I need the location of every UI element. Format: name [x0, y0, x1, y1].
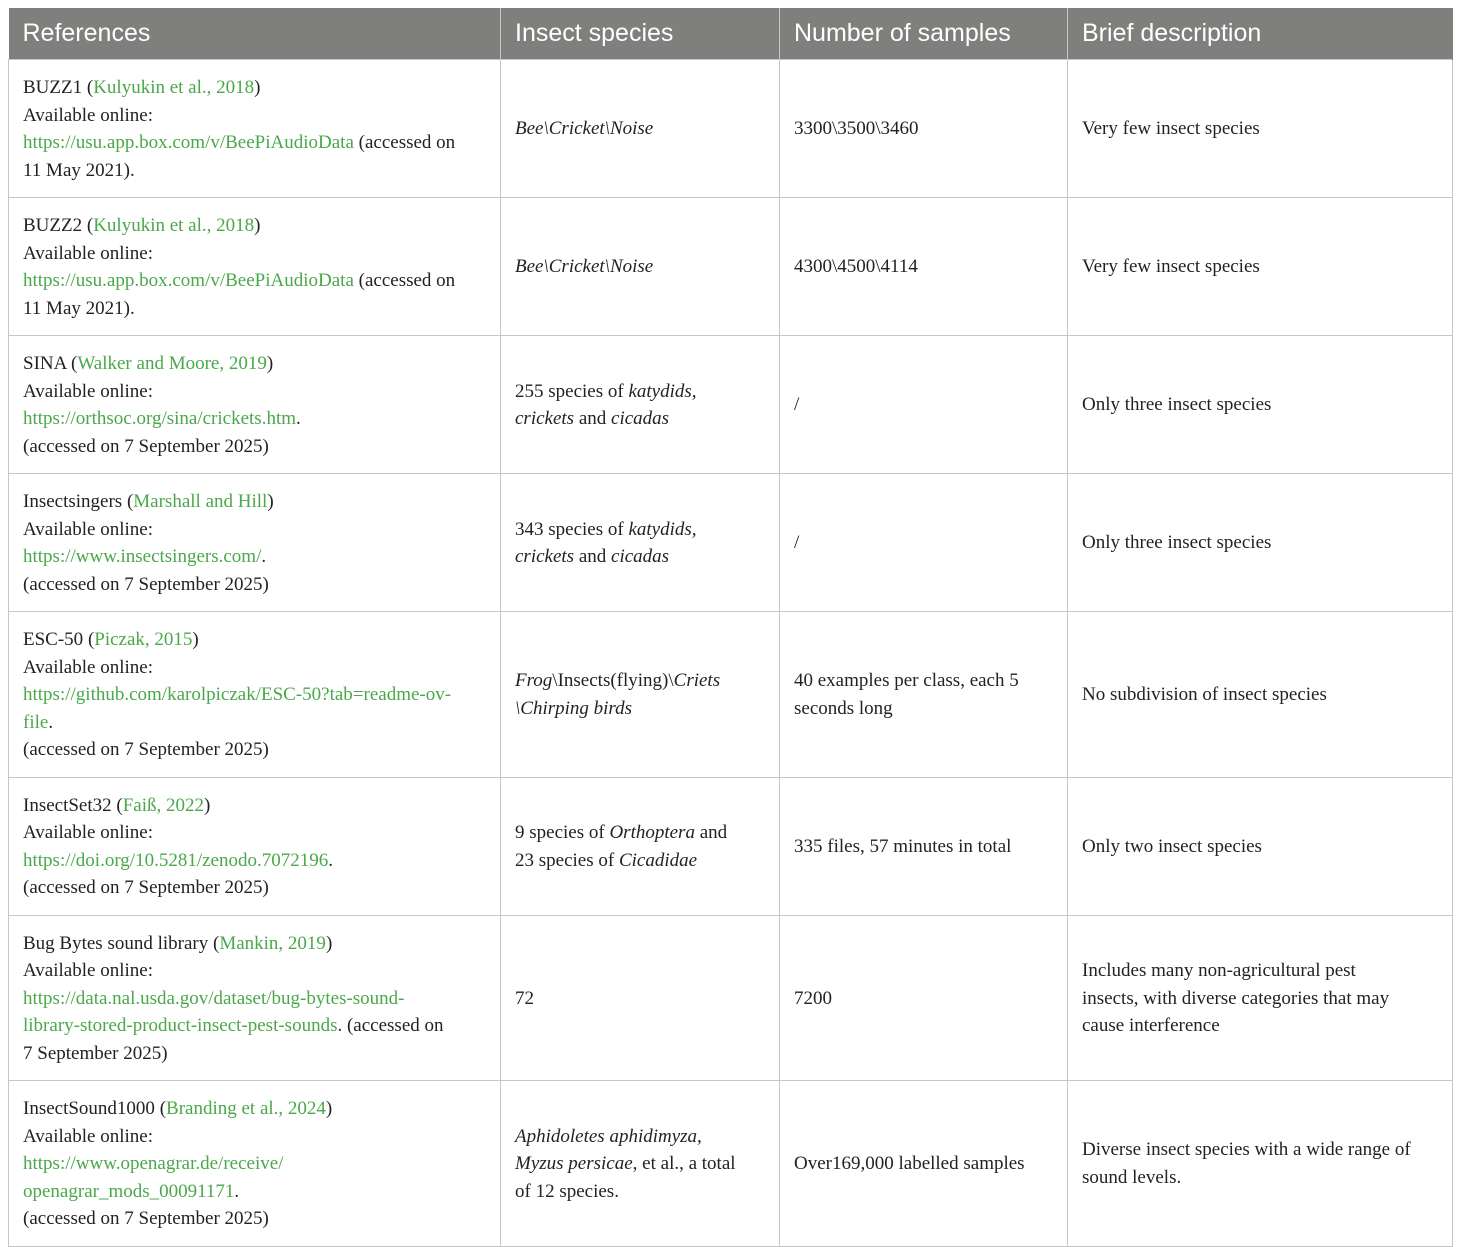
header-brief-description: Brief description — [1068, 9, 1453, 60]
samples-cell: / — [780, 336, 1068, 474]
description-cell: Includes many non-agricultural pest insects, with diverse categories that may cause interference — [1068, 915, 1453, 1081]
reference-cell: Insectsingers (Marshall and Hill) Available online: https://www.insectsingers.com/. (accessed on 7 September 2025) — [9, 474, 501, 612]
species-cell: Frog\Insects(flying)\Criets \Chirping birds — [501, 612, 780, 778]
dataset-name: Insectsingers — [23, 491, 123, 512]
citation-link[interactable]: Walker and Moore, 2019 — [77, 353, 267, 374]
url-link-continued[interactable]: file — [23, 711, 49, 733]
access-date: (accessed on 7 September 2025) — [23, 573, 269, 595]
reference-cell: ESC-50 (Piczak, 2015) Available online: https://github.com/karolpiczak/ESC-50?tab=readme-ov- file. (accessed on 7 September 2025) — [9, 612, 501, 778]
access-date: (accessed on 7 September 2025) — [23, 877, 269, 898]
table-row — [9, 777, 1453, 915]
citation-link[interactable]: Mankin, 2019 — [219, 932, 326, 954]
available-label: Available online: — [23, 518, 153, 540]
access-date: (accessed on 7 September 2025) — [23, 1208, 269, 1229]
species-cell: 72 — [501, 915, 780, 1081]
samples-cell: Over169,000 labelled samples — [780, 1081, 1068, 1247]
url-link[interactable]: https://usu.app.box.com/v/BeePiAudioData — [23, 132, 354, 153]
access-date: 7 September 2025) — [23, 1042, 168, 1064]
url-link-continued[interactable]: library-stored-product-insect-pest-sounds — [23, 1015, 338, 1036]
available-label: Available online: — [23, 104, 153, 126]
table-row — [9, 60, 1453, 198]
dataset-name: InsectSound1000 — [23, 1098, 155, 1119]
table-row — [9, 474, 1453, 612]
reference-cell: SINA (Walker and Moore, 2019) Available online: https://orthsoc.org/sina/crickets.htm. (accessed on 7 September 2025) — [9, 336, 501, 474]
table-row — [9, 1081, 1453, 1247]
url-link[interactable]: https://github.com/karolpiczak/ESC-50?tab=readme-ov- — [23, 684, 452, 705]
header-insect-species: Insect species — [501, 9, 780, 60]
samples-cell: 3300\3500\3460 — [780, 60, 1068, 198]
samples-cell: 7200 — [780, 915, 1068, 1081]
url-link[interactable]: https://usu.app.box.com/v/BeePiAudioData — [23, 270, 354, 291]
species-cell: Aphidoletes aphidimyza, Myzus persicae, et al., a total of 12 species. — [501, 1081, 780, 1247]
description-cell: Very few insect species — [1068, 60, 1453, 198]
citation-link[interactable]: Piczak, 2015 — [94, 629, 193, 650]
header-number-of-samples: Number of samples — [780, 9, 1068, 60]
species-cell: 343 species of katydids, crickets and cicadas — [501, 474, 780, 612]
url-link[interactable]: https://doi.org/10.5281/zenodo.7072196 — [23, 849, 329, 871]
available-label: Available online: — [23, 822, 153, 843]
dataset-name: BUZZ1 — [23, 77, 83, 98]
species-cell: 9 species of Orthoptera and 23 species of Cicadidae — [501, 777, 780, 915]
access-date: 11 May 2021). — [23, 297, 135, 319]
url-link-continued[interactable]: openagrar_mods_00091171 — [23, 1180, 235, 1202]
available-label: Available online: — [23, 656, 153, 678]
citation-link[interactable]: Marshall and Hill — [133, 491, 268, 512]
access-date: (accessed on 7 September 2025) — [23, 739, 269, 760]
description-cell: Diverse insect species with a wide range of sound levels. — [1068, 1081, 1453, 1247]
samples-cell: 40 examples per class, each 5 seconds long — [780, 612, 1068, 778]
citation-link[interactable]: Kulyukin et al., 2018 — [93, 77, 255, 98]
url-link[interactable]: https://orthsoc.org/sina/crickets.htm — [23, 408, 297, 429]
available-label: Available online: — [23, 1125, 153, 1147]
header-references: References — [9, 9, 501, 60]
description-cell: Only two insect species — [1068, 777, 1453, 915]
citation-link[interactable]: Faiß, 2022 — [122, 794, 205, 816]
available-label: Available online: — [23, 242, 153, 264]
dataset-name: Bug Bytes sound library — [23, 932, 209, 954]
description-cell: Only three insect species — [1068, 474, 1453, 612]
reference-cell: BUZZ2 (Kulyukin et al., 2018) Available online: https://usu.app.box.com/v/BeePiAudioData (accessed on 11 May 2021). — [9, 198, 501, 336]
dataset-name: InsectSet32 — [23, 794, 112, 816]
description-cell: No subdivision of insect species — [1068, 612, 1453, 778]
reference-cell: InsectSound1000 (Branding et al., 2024) Available online: https://www.openagrar.de/receive/ openagrar_mods_00091171. (accessed on 7 September 2025) — [9, 1081, 501, 1247]
species-cell: Bee\Cricket\Noise — [501, 60, 780, 198]
table-row — [9, 198, 1453, 336]
reference-cell: BUZZ1 (Kulyukin et al., 2018) Available online: https://usu.app.box.com/v/BeePiAudioData (accessed on 11 May 2021). — [9, 60, 501, 198]
available-label: Available online: — [23, 960, 153, 981]
url-link[interactable]: https://www.openagrar.de/receive/ — [23, 1153, 284, 1174]
reference-table — [8, 8, 1453, 1247]
dataset-name: SINA — [23, 353, 67, 374]
available-label: Available online: — [23, 380, 153, 402]
samples-cell: 4300\4500\4114 — [780, 198, 1068, 336]
species-cell: 255 species of katydids, crickets and cicadas — [501, 336, 780, 474]
access-date: 11 May 2021). — [23, 159, 135, 181]
dataset-name: BUZZ2 — [23, 215, 83, 236]
citation-link[interactable]: Kulyukin et al., 2018 — [93, 215, 255, 236]
description-cell: Very few insect species — [1068, 198, 1453, 336]
dataset-name: ESC-50 — [23, 629, 84, 650]
species-cell: Bee\Cricket\Noise — [501, 198, 780, 336]
table-row — [9, 915, 1453, 1081]
citation-link[interactable]: Branding et al., 2024 — [166, 1098, 326, 1119]
table-row — [9, 336, 1453, 474]
url-link[interactable]: https://data.nal.usda.gov/dataset/bug-bytes-sound- — [23, 987, 405, 1009]
description-cell: Only three insect species — [1068, 336, 1453, 474]
samples-cell: 335 files, 57 minutes in total — [780, 777, 1068, 915]
reference-cell: InsectSet32 (Faiß, 2022) Available online: https://doi.org/10.5281/zenodo.7072196. (accessed on 7 September 2025) — [9, 777, 501, 915]
reference-cell: Bug Bytes sound library (Mankin, 2019) Available online: https://data.nal.usda.gov/dataset/bug-bytes-sound- library-stored-product-insect-pest-sounds. (accessed on 7 September 2025) — [9, 915, 501, 1081]
url-link[interactable]: https://www.insectsingers.com/ — [23, 546, 262, 567]
samples-cell: / — [780, 474, 1068, 612]
access-date: (accessed on 7 September 2025) — [23, 435, 269, 457]
header-row — [9, 9, 1453, 60]
table-row — [9, 612, 1453, 778]
